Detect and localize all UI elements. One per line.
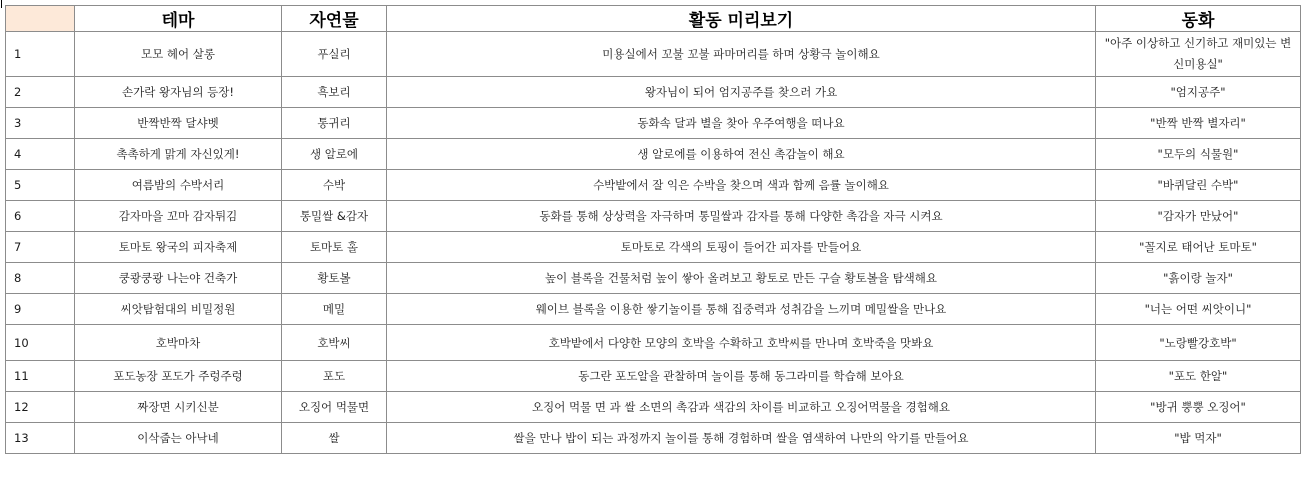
cell-theme: 호박마차 (75, 325, 282, 361)
cell-material: 쌀 (282, 423, 387, 454)
row-number: 6 (6, 201, 75, 232)
cell-preview: 오징어 먹물 면 과 쌀 소면의 촉감과 색감의 차이를 비교하고 오징어먹물을 경험해요 (387, 392, 1096, 423)
cell-material: 오징어 먹물면 (282, 392, 387, 423)
cell-material: 통귀리 (282, 108, 387, 139)
cell-material: 생 알로에 (282, 139, 387, 170)
cell-preview: 웨이브 블록을 이용한 쌓기놀이를 통해 집중력과 성취감을 느끼며 메밀쌀을 만나요 (387, 294, 1096, 325)
header-index (6, 6, 75, 32)
cell-theme: 여름밤의 수박서리 (75, 170, 282, 201)
table-row (6, 263, 1301, 294)
row-number: 8 (6, 263, 75, 294)
cell-theme: 이삭줍는 아낙네 (75, 423, 282, 454)
cell-theme: 짜장면 시키신분 (75, 392, 282, 423)
cell-material: 황토볼 (282, 263, 387, 294)
cell-theme: 씨앗탐험대의 비밀정원 (75, 294, 282, 325)
cell-material: 흑보리 (282, 77, 387, 108)
cell-story: "방귀 뿡뿡 오징어" (1096, 392, 1301, 423)
cell-preview: 생 알로에를 이용하여 전신 촉감놀이 해요 (387, 139, 1096, 170)
cell-preview: 동그란 포도알을 관찰하며 놀이를 통해 동그라미를 학습해 보아요 (387, 361, 1096, 392)
row-number: 5 (6, 170, 75, 201)
activity-table (5, 5, 1301, 454)
table-row (6, 108, 1301, 139)
cell-theme: 쿵쾅쿵쾅 나는야 건축가 (75, 263, 282, 294)
table-row (6, 139, 1301, 170)
cell-theme: 토마토 왕국의 피자축제 (75, 232, 282, 263)
cell-theme: 손가락 왕자님의 등장! (75, 77, 282, 108)
cell-theme: 모모 헤어 살롱 (75, 32, 282, 77)
row-number: 10 (6, 325, 75, 361)
table-row (6, 294, 1301, 325)
row-number: 13 (6, 423, 75, 454)
cell-theme: 반짝반짝 달샤벳 (75, 108, 282, 139)
table-row (6, 325, 1301, 361)
table-row (6, 201, 1301, 232)
cell-story: "아주 이상하고 신기하고 재미있는 변신미용실" (1096, 32, 1301, 77)
cell-theme: 감자마을 꼬마 감자튀김 (75, 201, 282, 232)
table-row (6, 232, 1301, 263)
cell-story: "감자가 만났어" (1096, 201, 1301, 232)
cell-material: 수박 (282, 170, 387, 201)
cell-material: 토마토 홀 (282, 232, 387, 263)
cell-material: 푸실리 (282, 32, 387, 77)
header-theme: 테마 (75, 6, 282, 32)
row-number: 9 (6, 294, 75, 325)
cell-story: "엄지공주" (1096, 77, 1301, 108)
table-row (6, 170, 1301, 201)
cell-story: "흙이랑 놀자" (1096, 263, 1301, 294)
row-number: 1 (6, 32, 75, 77)
cell-story: "모두의 식물원" (1096, 139, 1301, 170)
header-story: 동화 (1096, 6, 1301, 32)
table-row (6, 423, 1301, 454)
cell-preview: 쌀을 만나 밥이 되는 과정까지 놀이를 통해 경험하며 쌀을 염색하여 나만의 악기를 만들어요 (387, 423, 1096, 454)
table-row (6, 392, 1301, 423)
cell-preview: 토마토로 각색의 토핑이 들어간 피자를 만들어요 (387, 232, 1096, 263)
row-number: 7 (6, 232, 75, 263)
row-number: 4 (6, 139, 75, 170)
header-preview: 활동 미리보기 (387, 6, 1096, 32)
row-number: 11 (6, 361, 75, 392)
cell-story: "포도 한알" (1096, 361, 1301, 392)
table-row (6, 32, 1301, 77)
cell-material: 포도 (282, 361, 387, 392)
cell-preview: 높이 블록을 건물처럼 높이 쌓아 올려보고 황토로 만든 구슬 황토볼을 탐색해요 (387, 263, 1096, 294)
cell-story: "밥 먹자" (1096, 423, 1301, 454)
cell-preview: 왕자님이 되어 엄지공주를 찾으러 가요 (387, 77, 1096, 108)
cell-theme: 포도농장 포도가 주렁주렁 (75, 361, 282, 392)
table-row (6, 361, 1301, 392)
cursor-tick (1, 0, 2, 8)
cell-story: "꼴지로 태어난 토마토" (1096, 232, 1301, 263)
table-row (6, 77, 1301, 108)
cell-preview: 미용실에서 꼬불 꼬불 파마머리를 하며 상황극 놀이해요 (387, 32, 1096, 77)
cell-story: "너는 어떤 씨앗이니" (1096, 294, 1301, 325)
table-header-row (6, 6, 1301, 32)
cell-preview: 동화속 달과 별을 찾아 우주여행을 떠나요 (387, 108, 1096, 139)
row-number: 2 (6, 77, 75, 108)
cell-preview: 호박밭에서 다양한 모양의 호박을 수확하고 호박씨를 만나며 호박죽을 맛봐요 (387, 325, 1096, 361)
cell-story: "반짝 반짝 별자리" (1096, 108, 1301, 139)
header-material: 자연물 (282, 6, 387, 32)
cell-material: 통밀쌀 &감자 (282, 201, 387, 232)
row-number: 12 (6, 392, 75, 423)
cell-preview: 동화를 통해 상상력을 자극하며 통밀쌀과 감자를 통해 다양한 촉감을 자극 시켜요 (387, 201, 1096, 232)
cell-story: "노랑빨강호박" (1096, 325, 1301, 361)
cell-story: "바퀴달린 수박" (1096, 170, 1301, 201)
cell-material: 메밀 (282, 294, 387, 325)
cell-preview: 수박밭에서 잘 익은 수박을 찾으며 색과 함께 음률 놀이해요 (387, 170, 1096, 201)
cell-material: 호박씨 (282, 325, 387, 361)
row-number: 3 (6, 108, 75, 139)
cell-theme: 촉촉하게 맑게 자신있게! (75, 139, 282, 170)
